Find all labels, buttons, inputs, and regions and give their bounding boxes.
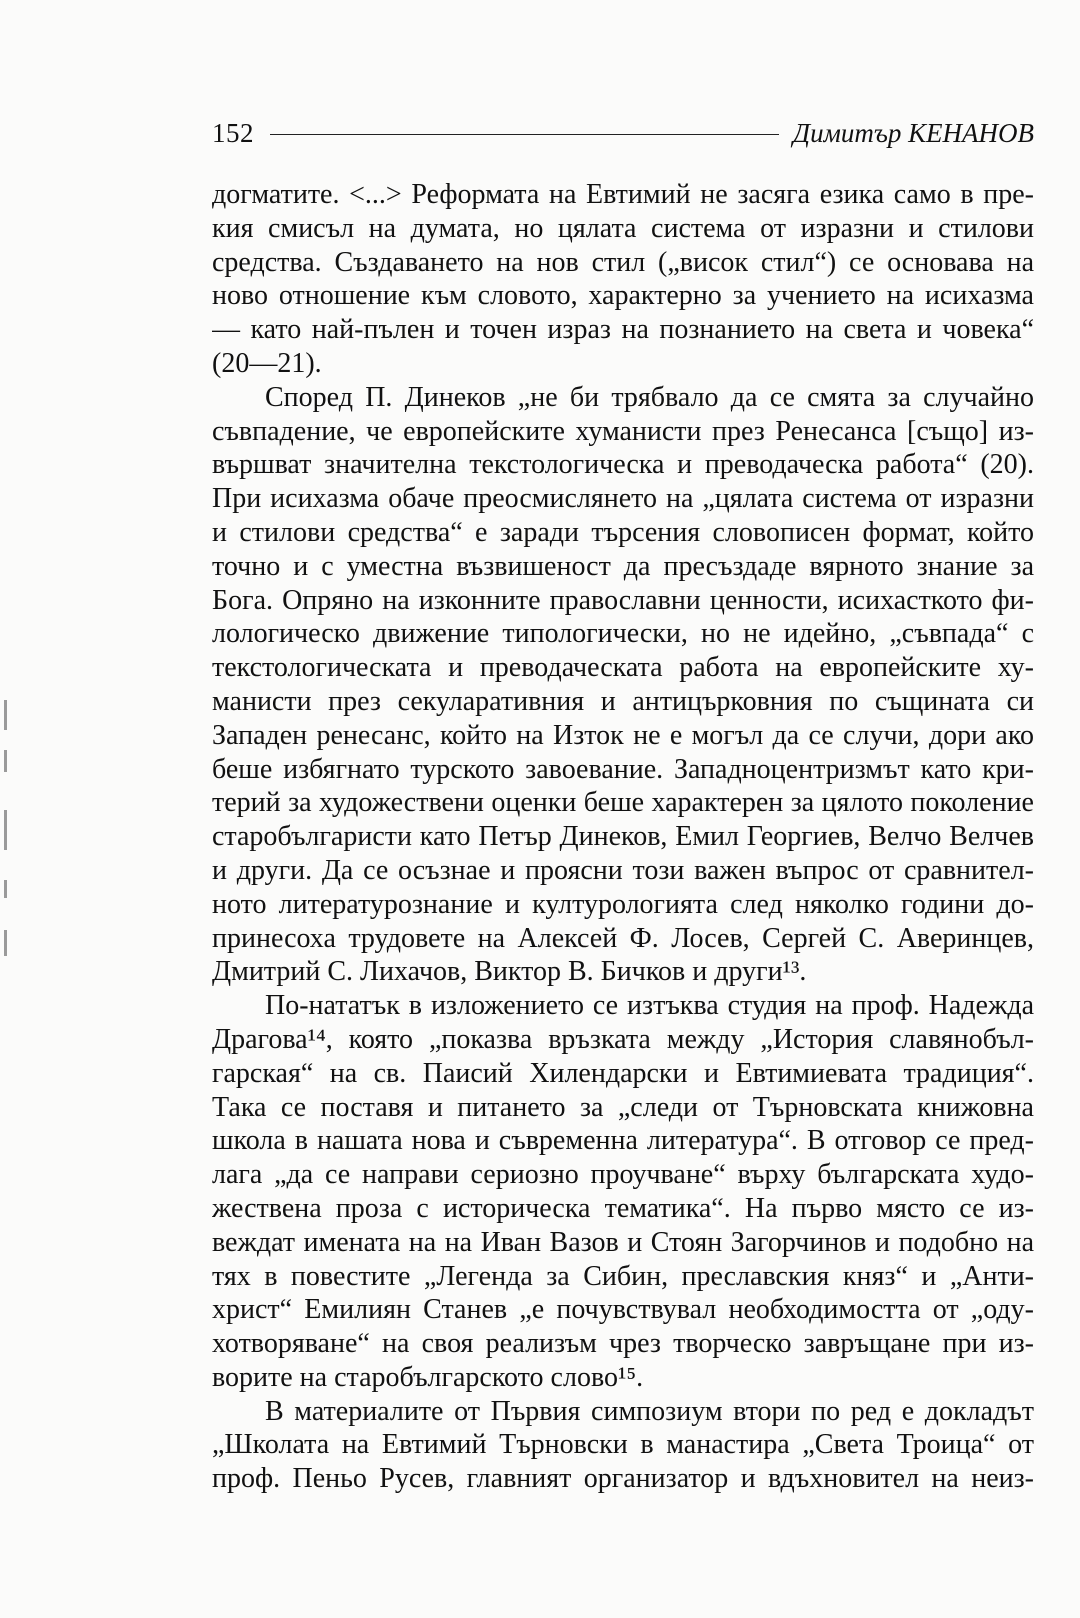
text-line: текстологическата и преводаческата работа на европейските ху- bbox=[212, 652, 1034, 684]
scan-margin-marks bbox=[4, 690, 10, 990]
running-head: Димитър КЕНАНОВ bbox=[792, 118, 1034, 148]
scan-mark bbox=[4, 880, 7, 898]
scan-mark bbox=[4, 810, 7, 850]
text-line: школа в нашата нова и съвременна литература“. В отговор се пред- bbox=[212, 1125, 1034, 1157]
paragraph bbox=[212, 989, 1034, 1395]
body-text bbox=[212, 178, 1034, 1496]
text-line: Западен ренесанс, който на Изток не е могъл да се случи, дори ако bbox=[212, 719, 1034, 751]
text-line: „Школата на Евтимий Търновски в манастира „Света Троица“ от bbox=[212, 1429, 1034, 1461]
text-line: старобългаристи като Петър Динеков, Емил Георгиев, Велчо Велчев bbox=[212, 821, 1034, 853]
text-line: терий за художествени оценки беше характерен за цялото поколение bbox=[212, 787, 1034, 819]
text-line: Дмитрий С. Лихачов, Виктор В. Бичков и други¹³. bbox=[212, 956, 807, 988]
text-line: точно и с уместна възвишеност да пресъздаде вярното знание за bbox=[212, 550, 1034, 582]
text-line: В материалите от Първия симпозиум втори по ред е докладът bbox=[265, 1395, 1034, 1427]
text-line: манисти през секуларативния и антицърковния по същината си bbox=[212, 685, 1034, 717]
header-rule bbox=[270, 134, 779, 135]
text-line: средства. Създаването на нов стил („висок стил“) се основава на bbox=[212, 246, 1034, 278]
text-line: христ“ Емилиян Станев „е почувствувал необходимостта от „оду- bbox=[212, 1294, 1034, 1326]
scan-mark bbox=[4, 930, 7, 956]
text-line: и стилови средства“ е заради търсения словописен формат, който bbox=[212, 516, 1034, 548]
page-header bbox=[212, 118, 1034, 158]
text-line: догматите. <...> Реформата на Евтимий не засяга езика само в пре- bbox=[212, 179, 1034, 210]
text-line: — като най-пълен и точен израз на познанието на света и човека“ bbox=[212, 314, 1034, 346]
text-line: По-нататък в изложението се изтъква студия на проф. Надежда bbox=[265, 990, 1034, 1022]
text-line: жествена проза с историческа тематика“. На първо място се из- bbox=[212, 1192, 1034, 1224]
text-line: беше избягнато турското завоевание. Западноцентризмът като кри- bbox=[212, 753, 1034, 785]
text-line: (20—21). bbox=[212, 347, 322, 379]
text-line: Драгова¹⁴, която „показва връзката между „История славянобъл- bbox=[212, 1023, 1034, 1055]
scan-mark bbox=[4, 750, 7, 772]
text-line: съвпадение, че европейските хуманисти през Ренесанса [също] из- bbox=[212, 415, 1034, 447]
text-line: хотворяване“ на своя реализъм чрез творческо завръщане при из- bbox=[212, 1328, 1034, 1360]
text-line: При исихазма обаче преосмислянето на „цялата система от изразни bbox=[212, 483, 1034, 515]
text-line: тях в повестите „Легенда за Сибин, преславския княз“ и „Анти- bbox=[212, 1260, 1034, 1292]
text-line: проф. Пеньо Русев, главният организатор и вдъхновител на неиз- bbox=[212, 1463, 1034, 1495]
paragraph bbox=[212, 1395, 1034, 1496]
paragraph bbox=[212, 381, 1034, 989]
text-line: Според П. Динеков „не би трябвало да се смята за случайно bbox=[265, 381, 1034, 413]
text-line: ново отношение към словото, характерно за учението на исихазма bbox=[212, 280, 1034, 312]
text-line: гарская“ на св. Паисий Хилендарски и Евтимиевата традиция“. bbox=[212, 1057, 1034, 1089]
text-line: и други. Да се осъзнае и проясни този важен въпрос от сравнител- bbox=[212, 854, 1034, 886]
text-line: ворите на старобългарското слово¹⁵. bbox=[212, 1361, 644, 1393]
page-number: 152 bbox=[212, 118, 254, 148]
text-line: вършват значителна текстологическа и преводаческа работа“ (20). bbox=[212, 449, 1034, 481]
text-line: Така се поставя и питането за „следи от Търновската книжовна bbox=[212, 1091, 1034, 1123]
text-line: лологическо движение типологически, но не идейно, „съвпада“ с bbox=[212, 618, 1034, 650]
text-line: Бога. Опряно на изконните православни ценности, исихасткото фи- bbox=[212, 584, 1034, 616]
text-line: ното литературознание и културологията след няколко години до- bbox=[212, 888, 1034, 920]
text-line: веждат имената на на Иван Вазов и Стоян Загорчинов и подобно на bbox=[212, 1226, 1034, 1258]
text-line: принесоха трудовете на Алексей Ф. Лосев, Сергей С. Аверинцев, bbox=[212, 922, 1034, 954]
paragraph bbox=[212, 178, 1034, 381]
text-line: лага „да се направи сериозно проучване“ върху българската худо- bbox=[212, 1159, 1034, 1191]
text-line: кия смисъл на думата, но цялата система от изразни и стилови bbox=[212, 212, 1034, 244]
scan-mark bbox=[4, 700, 7, 730]
